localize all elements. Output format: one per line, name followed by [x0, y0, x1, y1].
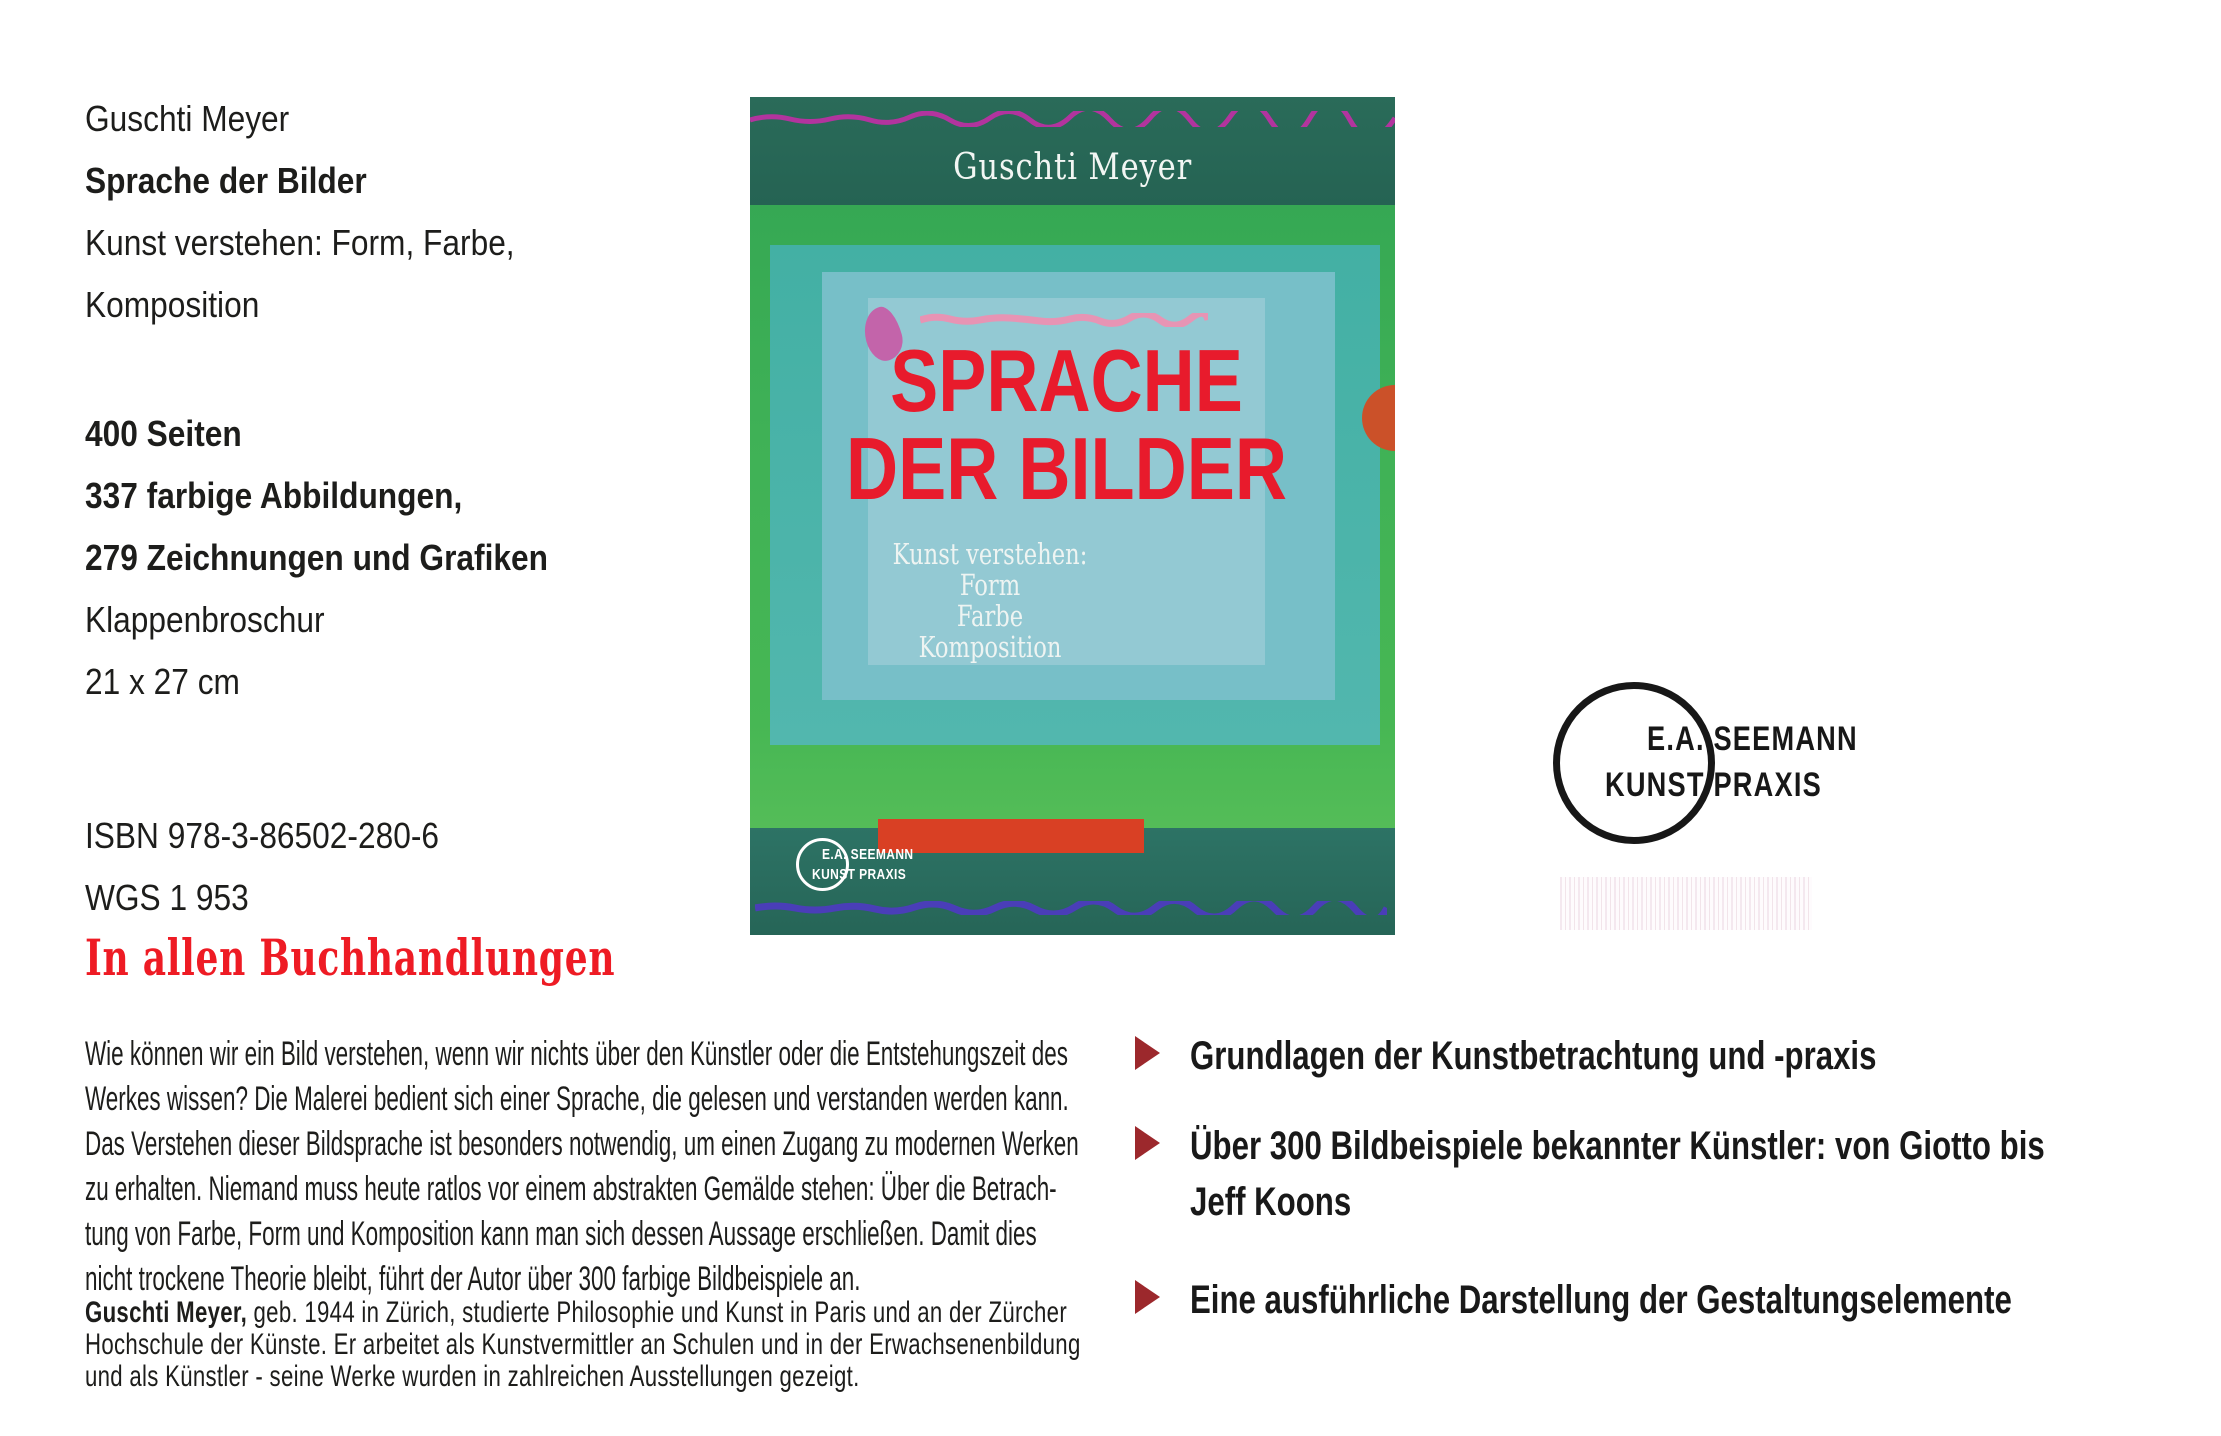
book-header-block	[85, 88, 515, 336]
description-line: Das Verstehen dieser Bildsprache ist besonders notwendig, um einen Zugang zu modernen Werken	[85, 1125, 1079, 1163]
purple-squiggle-icon	[755, 901, 1387, 915]
spec-line: 400 Seiten	[85, 413, 242, 454]
arrow-right-icon	[1135, 1126, 1160, 1160]
author-bio	[85, 1297, 1081, 1393]
description-line: Wie können wir ein Bild verstehen, wenn wir nichts über den Künstler oder die Entstehungszeit des	[85, 1035, 1068, 1073]
cover-publisher-logo-line1: E.A. SEEMANN	[822, 846, 914, 863]
bio-line: geb. 1944 in Zürich, studierte Philosophie und Kunst in Paris und an der Zürcher	[247, 1296, 1068, 1329]
book-subtitle-line: Komposition	[85, 284, 260, 325]
feature-bullet-line: Über 300 Bildbeispiele bekannter Künstler: von Giotto bis	[1190, 1124, 2045, 1168]
description-line: zu erhalten. Niemand muss heute ratlos vor einem abstrakten Gemälde stehen: Über die Betrach-	[85, 1170, 1057, 1208]
description-line: Werkes wissen? Die Malerei bedient sich einer Sprache, die gelesen und verstanden werden kann.	[85, 1080, 1069, 1118]
book-author: Guschti Meyer	[85, 98, 290, 139]
cover-subtitle: Kunst verstehen: Form Farbe Komposition	[892, 537, 1088, 664]
pink-squiggle-icon	[920, 313, 1208, 327]
book-specs-block	[85, 403, 548, 713]
faint-barcode	[1560, 877, 1812, 930]
feature-bullet-line: Eine ausführliche Darstellung der Gestaltungselemente	[1190, 1278, 2012, 1322]
cover-title-line: SPRACHE	[890, 331, 1243, 430]
feature-bullet-text	[1190, 1272, 2012, 1328]
publisher-logo-circle	[1553, 682, 1715, 844]
cover-author: Guschti Meyer	[952, 147, 1193, 188]
arrow-right-icon	[1135, 1036, 1160, 1070]
cover-title	[750, 331, 1383, 518]
spec-line: 279 Zeichnungen und Grafiken	[85, 537, 548, 578]
spec-line: 337 farbige Abbildungen,	[85, 475, 463, 516]
book-codes-block	[85, 805, 439, 929]
feature-bullet-text	[1190, 1118, 2045, 1230]
spec-line: 21 x 27 cm	[85, 661, 240, 702]
feature-bullet-line: Grundlagen der Kunstbetrachtung und -praxis	[1190, 1034, 1877, 1078]
description-line: tung von Farbe, Form und Komposition kann man sich dessen Aussage erschließen. Damit dies	[85, 1215, 1037, 1253]
book-subtitle-line: Kunst verstehen: Form, Farbe,	[85, 222, 515, 263]
feature-bullet-text	[1190, 1028, 1876, 1084]
feature-bullet	[1135, 1118, 2221, 1230]
description-line: nicht trockene Theorie bleibt, führt der Autor über 300 farbige Bildbeispiele an.	[85, 1260, 861, 1298]
bio-line: und als Künstler - seine Werke wurden in zahlreichen Ausstellungen gezeigt.	[85, 1360, 860, 1393]
book-title: Sprache der Bilder	[85, 160, 367, 201]
book-cover-image	[750, 97, 1395, 935]
feature-bullet	[1135, 1028, 2070, 1084]
cover-title-line: DER BILDER	[845, 419, 1287, 518]
arrow-right-icon	[1135, 1280, 1160, 1314]
publisher-logo-line2: KUNST PRAXIS	[1605, 766, 1822, 804]
description-paragraph	[85, 1032, 1079, 1302]
wgs-code: WGS 1 953	[85, 877, 249, 918]
isbn: ISBN 978-3-86502-280-6	[85, 815, 439, 856]
feature-bullet	[1135, 1272, 2221, 1328]
bio-author-name: Guschti Meyer,	[85, 1296, 248, 1329]
red-bar-shape	[878, 819, 1144, 853]
cover-publisher-logo-line2: KUNST PRAXIS	[812, 866, 907, 883]
magenta-squiggle-icon	[750, 111, 1395, 127]
bio-line: Hochschule der Künste. Er arbeitet als Kunstvermittler an Schulen und in der Erwachsenenbildung	[85, 1328, 1081, 1361]
publisher-logo-line1: E.A. SEEMANN	[1647, 720, 1858, 758]
feature-bullet-line: Jeff Koons	[1190, 1180, 1352, 1224]
availability-note: In allen Buchhandlungen	[85, 928, 616, 987]
spec-line: Klappenbroschur	[85, 599, 325, 640]
